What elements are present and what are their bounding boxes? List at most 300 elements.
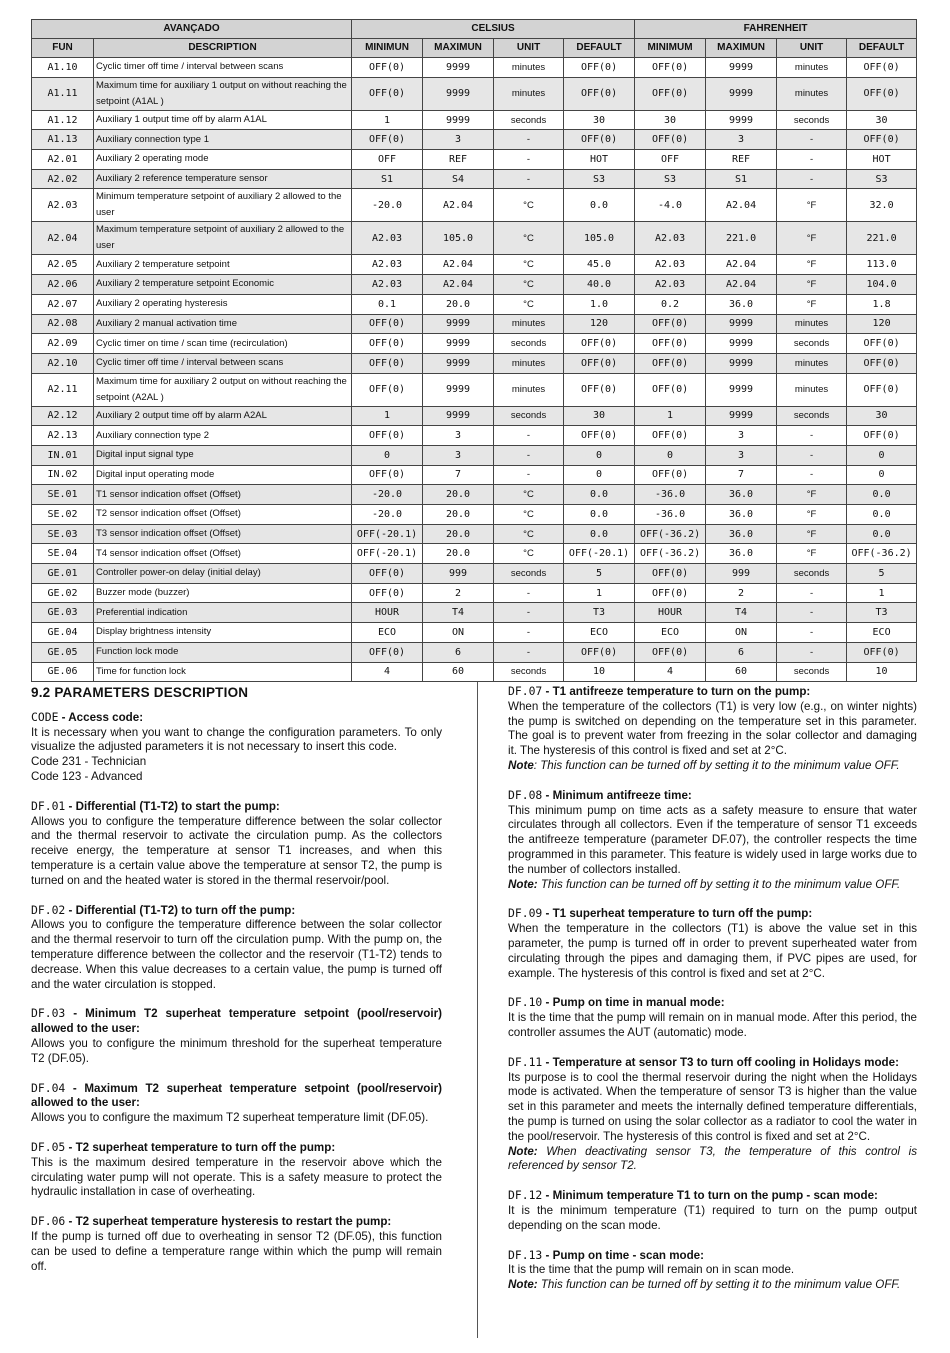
parameter-title: - T1 superheat temperature to turn off the pump: (542, 907, 813, 921)
parameter-entry (31, 1006, 442, 1066)
table-cell-fmin: ECO (635, 623, 706, 643)
table-cell-desc: Auxiliary 1 output time off by alarm A1AL (94, 110, 352, 130)
parameter-body: If the pump is turned off due to overheating in sensor T2 (DF.05), this function can be used to define a temperature range within which the pump will remain off. (31, 1229, 442, 1273)
table-cell-cunit: - (494, 150, 564, 170)
parameter-entry (508, 1248, 917, 1293)
table-row (32, 130, 917, 150)
table-cell-cmax: 60 (423, 662, 494, 682)
table-cell-fdef: OFF(0) (847, 77, 917, 110)
parameter-entry (508, 684, 917, 774)
table-cell-fmin: -36.0 (635, 485, 706, 505)
parameter-heading (508, 684, 917, 700)
table-cell-cunit: - (494, 623, 564, 643)
table-cell-fmax: 9999 (706, 406, 777, 426)
table-cell-funit: °F (777, 544, 847, 564)
table-cell-cunit: °C (494, 505, 564, 525)
table-cell-fmin: OFF(0) (635, 465, 706, 485)
table-cell-cmax: 9999 (423, 373, 494, 406)
table-cell-cdef: 40.0 (564, 275, 635, 295)
table-cell-fdef: HOT (847, 150, 917, 170)
parameter-title: - T1 antifreeze temperature to turn on the pump: (542, 685, 811, 698)
table-cell-desc: Auxiliary 2 reference temperature sensor (94, 169, 352, 189)
parameter-entry (31, 1214, 442, 1274)
table-cell-fun: A2.11 (32, 373, 94, 406)
table-cell-fun: A2.12 (32, 406, 94, 426)
table-cell-fun: SE.02 (32, 505, 94, 525)
table-cell-fmin: OFF(0) (635, 583, 706, 603)
parameter-title: - Access code: (58, 710, 144, 724)
table-cell-desc: Display brightness intensity (94, 623, 352, 643)
table-cell-cdef: OFF(0) (564, 77, 635, 110)
table-cell-fdef: 0 (847, 465, 917, 485)
table-cell-cmax: 2 (423, 583, 494, 603)
table-cell-funit: °F (777, 505, 847, 525)
table-cell-cmin: -20.0 (352, 505, 423, 525)
table-cell-fmax: 3 (706, 445, 777, 465)
parameter-heading (508, 906, 917, 922)
note-label: Note (508, 758, 534, 772)
table-cell-cunit: seconds (494, 564, 564, 584)
table-cell-fmax: A2.04 (706, 189, 777, 222)
table-cell-fmin: OFF(0) (635, 642, 706, 662)
table-cell-fmax: 3 (706, 130, 777, 150)
table-cell-fun: A2.07 (32, 294, 94, 314)
table-cell-cmin: OFF(0) (352, 130, 423, 150)
table-cell-fun: A2.01 (32, 150, 94, 170)
parameter-entry (508, 788, 917, 893)
note-text: This function can be turned off by setting it to the minimum value OFF. (537, 877, 901, 891)
section-title: 9.2 PARAMETERS DESCRIPTION (31, 685, 249, 700)
table-cell-cdef: 105.0 (564, 222, 635, 255)
table-cell-cdef: 5 (564, 564, 635, 584)
table-row (32, 255, 917, 275)
table-cell-cmax: 9999 (423, 406, 494, 426)
table-cell-desc: T1 sensor indication offset (Offset) (94, 485, 352, 505)
table-cell-desc: Cyclic timer off time / interval between scans (94, 353, 352, 373)
table-cell-cdef: T3 (564, 603, 635, 623)
table-cell-cdef: 0.0 (564, 485, 635, 505)
parameter-code: DF.12 (508, 1188, 543, 1203)
table-cell-cmin: OFF(0) (352, 564, 423, 584)
table-cell-cdef: OFF(-20.1) (564, 544, 635, 564)
table-cell-cmax: 9999 (423, 334, 494, 354)
table-cell-fdef: 5 (847, 564, 917, 584)
table-cell-cmax: A2.04 (423, 189, 494, 222)
left-entries (31, 710, 442, 1275)
table-row (32, 334, 917, 354)
table-cell-fmax: 36.0 (706, 505, 777, 525)
table-cell-cdef: OFF(0) (564, 373, 635, 406)
table-cell-cunit: minutes (494, 373, 564, 406)
table-cell-cdef: 0.0 (564, 189, 635, 222)
table-cell-cdef: 1.0 (564, 294, 635, 314)
note-label: Note: (508, 1278, 538, 1292)
table-cell-fmax: 9999 (706, 353, 777, 373)
table-cell-fdef: 113.0 (847, 255, 917, 275)
table-cell-funit: - (777, 642, 847, 662)
table-cell-fmax: 7 (706, 465, 777, 485)
table-cell-cmax: 3 (423, 130, 494, 150)
table-cell-funit: minutes (777, 373, 847, 406)
table-cell-fun: GE.02 (32, 583, 94, 603)
table-row (32, 275, 917, 295)
table-cell-desc: Auxiliary 2 temperature setpoint Economic (94, 275, 352, 295)
table-cell-fdef: 32.0 (847, 189, 917, 222)
table-cell-cmax: 3 (423, 445, 494, 465)
table-cell-cmax: 20.0 (423, 294, 494, 314)
table-cell-cunit: - (494, 465, 564, 485)
table-cell-fmax: 60 (706, 662, 777, 682)
parameter-heading (31, 1214, 442, 1230)
table-cell-funit: °F (777, 524, 847, 544)
table-cell-fdef: 0.0 (847, 505, 917, 525)
table-cell-fmax: 221.0 (706, 222, 777, 255)
table-cell-cunit: - (494, 583, 564, 603)
table-cell-cdef: 0 (564, 445, 635, 465)
parameter-body: Allows you to configure the temperature difference between the solar collector and the thermal reservoir to activate the circulation pump. As the collectors receive energy, the temperature at sensor T1 increases, and when this temperature is a certain value above the temperature at sensor T2, the pump is turned on and the heated water is stored in the thermal reservoir/pool. (31, 814, 442, 887)
table-cell-cmax: 999 (423, 564, 494, 584)
column-header: FUN (32, 39, 94, 58)
table-cell-desc: Controller power-on delay (initial delay) (94, 564, 352, 584)
table-cell-desc: Auxiliary 2 manual activation time (94, 314, 352, 334)
table-cell-cunit: minutes (494, 77, 564, 110)
table-cell-cmax: 7 (423, 465, 494, 485)
table-cell-funit: seconds (777, 564, 847, 584)
parameter-entry (31, 1081, 442, 1126)
table-cell-fun: GE.06 (32, 662, 94, 682)
table-cell-fun: GE.05 (32, 642, 94, 662)
table-cell-fmax: 36.0 (706, 294, 777, 314)
table-cell-fdef: 0.0 (847, 485, 917, 505)
table-cell-cunit: minutes (494, 314, 564, 334)
table-cell-cmax: 20.0 (423, 505, 494, 525)
table-row (32, 564, 917, 584)
parameter-code: DF.03 (31, 1006, 66, 1021)
table-cell-desc: Auxiliary connection type 1 (94, 130, 352, 150)
table-cell-fun: A2.02 (32, 169, 94, 189)
table-cell-fmax: 2 (706, 583, 777, 603)
table-cell-fmax: 36.0 (706, 544, 777, 564)
parameter-body: It is the minimum temperature (T1) required to turn on the pump output depending on the scan mode. (508, 1203, 917, 1232)
table-cell-desc: Maximum time for auxiliary 1 output on without reaching the setpoint (A1AL ) (94, 77, 352, 110)
table-cell-fun: GE.04 (32, 623, 94, 643)
table-cell-fmin: A2.03 (635, 275, 706, 295)
table-cell-fmax: 9999 (706, 58, 777, 78)
table-cell-funit: °F (777, 255, 847, 275)
table-row (32, 353, 917, 373)
table-row (32, 222, 917, 255)
parameter-note (508, 1145, 917, 1175)
table-cell-fun: GE.01 (32, 564, 94, 584)
table-cell-fdef: S3 (847, 169, 917, 189)
parameter-body: When the temperature in the collectors (T1) is above the value set in this parameter, the pump is turned off in order to prevent superheated water from circulating through the pipes and damaging them, if PVC pipes are used, for example. The hysteresis of this control is fixed and set at 2°C. (508, 922, 917, 980)
parameter-title: - Maximum T2 superheat temperature setpoint (pool/reservoir) allowed to the user: (31, 1081, 442, 1110)
table-row (32, 662, 917, 682)
table-cell-cdef: OFF(0) (564, 642, 635, 662)
parameter-body: This minimum pump on time acts as a safety measure to ensure that water circulates through all collectors. Even if the temperature of sensor T1 exceeds the antifreeze temperature (parameter DF.07), the controller respects the time programmed in this parameter. This feature is widely used in large works due to the number of collectors installed. (508, 803, 917, 876)
table-cell-desc: Maximum time for auxiliary 2 output on without reaching the setpoint (A2AL ) (94, 373, 352, 406)
table-cell-cdef: OFF(0) (564, 58, 635, 78)
table-cell-funit: - (777, 465, 847, 485)
table-cell-cmin: OFF(0) (352, 353, 423, 373)
right-text-column (508, 684, 917, 1307)
table-cell-cmin: A2.03 (352, 255, 423, 275)
table-cell-funit: - (777, 150, 847, 170)
table-cell-fmax: 36.0 (706, 524, 777, 544)
table-cell-cmin: OFF (352, 150, 423, 170)
column-header: MAXIMUN (423, 39, 494, 58)
table-cell-fmax: 3 (706, 426, 777, 446)
table-cell-cdef: 120 (564, 314, 635, 334)
table-cell-desc: Buzzer mode (buzzer) (94, 583, 352, 603)
table-cell-cunit: °C (494, 189, 564, 222)
table-cell-funit: minutes (777, 58, 847, 78)
table-cell-fun: A1.12 (32, 110, 94, 130)
table-cell-cmin: 0.1 (352, 294, 423, 314)
parameter-heading (508, 995, 917, 1011)
table-cell-cunit: minutes (494, 58, 564, 78)
parameter-code: DF.01 (31, 798, 66, 813)
parameter-heading (508, 1188, 917, 1204)
table-cell-desc: Auxiliary 2 temperature setpoint (94, 255, 352, 275)
table-cell-fun: A2.03 (32, 189, 94, 222)
table-cell-cmax: 6 (423, 642, 494, 662)
parameter-entry (31, 799, 442, 889)
table-cell-fmin: 1 (635, 406, 706, 426)
table-cell-fmax: 9999 (706, 314, 777, 334)
table-cell-cmin: 0 (352, 445, 423, 465)
right-entries (508, 684, 917, 1293)
table-cell-fmax: A2.04 (706, 275, 777, 295)
table-cell-fmin: OFF(0) (635, 353, 706, 373)
table-row (32, 485, 917, 505)
table-cell-cunit: seconds (494, 406, 564, 426)
table-cell-fun: IN.01 (32, 445, 94, 465)
table-cell-fmin: OFF(0) (635, 77, 706, 110)
table-row (32, 373, 917, 406)
table-cell-funit: - (777, 623, 847, 643)
table-cell-fun: SE.04 (32, 544, 94, 564)
table-row (32, 189, 917, 222)
parameter-heading (31, 1081, 442, 1112)
table-cell-fmin: OFF(0) (635, 564, 706, 584)
column-header: DEFAULT (564, 39, 635, 58)
table-cell-fmin: OFF(-36.2) (635, 524, 706, 544)
table-cell-funit: seconds (777, 334, 847, 354)
parameter-title: - Differential (T1-T2) to start the pump: (65, 799, 280, 813)
table-cell-cdef: OFF(0) (564, 426, 635, 446)
table-cell-fun: IN.02 (32, 465, 94, 485)
parameter-code: DF.07 (508, 684, 543, 698)
parameter-title: - Minimum T2 superheat temperature setpoint (pool/reservoir) allowed to the user: (31, 1007, 442, 1036)
table-cell-cmax: 9999 (423, 110, 494, 130)
table-cell-fdef: 30 (847, 110, 917, 130)
table-cell-fdef: 0.0 (847, 524, 917, 544)
table-cell-funit: - (777, 130, 847, 150)
column-header: UNIT (494, 39, 564, 58)
table-cell-fdef: 104.0 (847, 275, 917, 295)
table-cell-cmin: -20.0 (352, 189, 423, 222)
table-cell-cmin: OFF(0) (352, 314, 423, 334)
table-cell-desc: Digital input operating mode (94, 465, 352, 485)
table-cell-cmin: OFF(-20.1) (352, 544, 423, 564)
table-cell-fdef: T3 (847, 603, 917, 623)
table-cell-cunit: - (494, 445, 564, 465)
table-cell-funit: °F (777, 485, 847, 505)
table-cell-desc: Auxiliary 2 output time off by alarm A2AL (94, 406, 352, 426)
parameter-code: DF.05 (31, 1139, 66, 1154)
table-cell-fmax: 9999 (706, 77, 777, 110)
table-cell-cmin: 1 (352, 406, 423, 426)
table-cell-fmax: REF (706, 150, 777, 170)
table-cell-fmin: HOUR (635, 603, 706, 623)
table-cell-fdef: OFF(0) (847, 426, 917, 446)
table-cell-fmax: ON (706, 623, 777, 643)
parameter-body: When the temperature of the collectors (T1) is very low (e.g., on winter nights) the pump is switched on depending on the temperature set in this parameter. The goal is to prevent water from freezing in the solar collector and damaging it. The hysteresis of this control is fixed and set at 2°C. (508, 699, 917, 758)
table-cell-funit: minutes (777, 77, 847, 110)
parameter-note (508, 759, 917, 774)
table-cell-cdef: 10 (564, 662, 635, 682)
table-cell-funit: minutes (777, 314, 847, 334)
table-cell-cmax: REF (423, 150, 494, 170)
table-cell-cdef: OFF(0) (564, 353, 635, 373)
table-cell-fmin: OFF (635, 150, 706, 170)
table-cell-desc: Auxiliary connection type 2 (94, 426, 352, 446)
group-header-fahrenheit: FAHRENHEIT (635, 20, 917, 39)
table-cell-fmin: OFF(0) (635, 373, 706, 406)
table-cell-cdef: OFF(0) (564, 334, 635, 354)
table-cell-cdef: 0 (564, 465, 635, 485)
table-cell-cmax: ON (423, 623, 494, 643)
table-cell-cmax: 3 (423, 426, 494, 446)
table-row (32, 642, 917, 662)
column-header: MINIMUM (635, 39, 706, 58)
table-cell-fun: A1.11 (32, 77, 94, 110)
table-cell-desc: Digital input signal type (94, 445, 352, 465)
table-cell-cmax: 9999 (423, 353, 494, 373)
parameter-code: DF.10 (508, 995, 543, 1010)
table-cell-fmin: 0.2 (635, 294, 706, 314)
parameter-body: It is the time that the pump will remain on in manual mode. After this period, the controller assumes the AUT (automatic) mode. (508, 1011, 917, 1039)
table-cell-cmin: OFF(0) (352, 77, 423, 110)
table-cell-cunit: °C (494, 222, 564, 255)
table-cell-cunit: °C (494, 294, 564, 314)
table-cell-cdef: 30 (564, 406, 635, 426)
table-cell-cmax: 20.0 (423, 524, 494, 544)
table-cell-desc: T2 sensor indication offset (Offset) (94, 505, 352, 525)
table-cell-cmin: 4 (352, 662, 423, 682)
table-row (32, 445, 917, 465)
table-cell-desc: Preferential indication (94, 603, 352, 623)
table-cell-cunit: °C (494, 275, 564, 295)
parameter-entry (31, 710, 442, 785)
parameter-title: - Minimum antifreeze time: (542, 788, 692, 802)
table-cell-funit: °F (777, 189, 847, 222)
table-cell-cmin: OFF(0) (352, 58, 423, 78)
table-cell-cmin: S1 (352, 169, 423, 189)
column-header: DESCRIPTION (94, 39, 352, 58)
table-cell-cdef: 45.0 (564, 255, 635, 275)
parameter-body: Allows you to configure the maximum T2 superheat temperature limit (DF.05). (31, 1111, 429, 1125)
parameter-entry (508, 906, 917, 981)
parameter-body: It is necessary when you want to change the configuration parameters. To only visualize the adjusted parameters it is not necessary to insert this code. (31, 725, 442, 754)
table-cell-cdef: 0.0 (564, 524, 635, 544)
table-cell-cdef: OFF(0) (564, 130, 635, 150)
table-cell-fmin: S3 (635, 169, 706, 189)
table-cell-funit: seconds (777, 662, 847, 682)
table-cell-fmin: 30 (635, 110, 706, 130)
table-cell-cunit: - (494, 603, 564, 623)
parameter-title: - Minimum temperature T1 to turn on the pump - scan mode: (542, 1189, 878, 1203)
table-cell-fdef: OFF(0) (847, 353, 917, 373)
table-cell-funit: - (777, 445, 847, 465)
table-cell-fmin: OFF(0) (635, 314, 706, 334)
parameters-table (31, 19, 917, 682)
table-cell-fun: GE.03 (32, 603, 94, 623)
parameter-heading (31, 710, 442, 726)
table-cell-fun: A2.06 (32, 275, 94, 295)
table-cell-fdef: 30 (847, 406, 917, 426)
table-cell-desc: Minimum temperature setpoint of auxiliary 2 allowed to the user (94, 189, 352, 222)
column-header-row (32, 39, 917, 58)
table-cell-desc: Maximum temperature setpoint of auxiliary 2 allowed to the user (94, 222, 352, 255)
table-cell-fun: A1.13 (32, 130, 94, 150)
table-cell-funit: minutes (777, 353, 847, 373)
table-cell-cunit: °C (494, 485, 564, 505)
table-row (32, 544, 917, 564)
parameter-entry (508, 1188, 917, 1233)
table-cell-cmax: 9999 (423, 314, 494, 334)
column-header: UNIT (777, 39, 847, 58)
table-cell-fmax: 36.0 (706, 485, 777, 505)
table-cell-fmin: OFF(0) (635, 130, 706, 150)
group-header-advanced: AVANÇADO (32, 20, 352, 39)
table-cell-cdef: HOT (564, 150, 635, 170)
table-cell-funit: °F (777, 222, 847, 255)
table-cell-fmin: OFF(0) (635, 58, 706, 78)
table-cell-desc: Time for function lock (94, 662, 352, 682)
table-row (32, 406, 917, 426)
table-cell-fmax: 9999 (706, 110, 777, 130)
table-cell-cmin: OFF(0) (352, 583, 423, 603)
table-cell-cmin: OFF(0) (352, 334, 423, 354)
table-cell-fun: A1.10 (32, 58, 94, 78)
table-cell-fdef: OFF(0) (847, 642, 917, 662)
table-cell-cmin: OFF(0) (352, 373, 423, 406)
parameter-entry (31, 1140, 442, 1200)
table-cell-fdef: 120 (847, 314, 917, 334)
table-row (32, 623, 917, 643)
parameter-body: Allows you to configure the minimum threshold for the superheat temperature T2 (DF.05). (31, 1036, 442, 1065)
table-cell-desc: Cyclic timer off time / interval between scans (94, 58, 352, 78)
table-cell-fmin: -4.0 (635, 189, 706, 222)
table-cell-fun: A2.05 (32, 255, 94, 275)
table-row (32, 583, 917, 603)
table-cell-fmin: A2.03 (635, 222, 706, 255)
table-row (32, 505, 917, 525)
table-cell-cdef: 0.0 (564, 505, 635, 525)
table-cell-fun: SE.03 (32, 524, 94, 544)
parameter-heading (508, 1055, 917, 1071)
table-cell-fun: A2.13 (32, 426, 94, 446)
parameter-code: DF.13 (508, 1247, 543, 1262)
parameter-code: DF.08 (508, 787, 543, 802)
table-cell-cmax: 105.0 (423, 222, 494, 255)
table-cell-funit: - (777, 603, 847, 623)
note-text: When deactivating sensor T3, the temperature of this control is referenced by sensor T2. (508, 1144, 917, 1173)
table-cell-fdef: 221.0 (847, 222, 917, 255)
note-label: Note: (508, 877, 538, 891)
